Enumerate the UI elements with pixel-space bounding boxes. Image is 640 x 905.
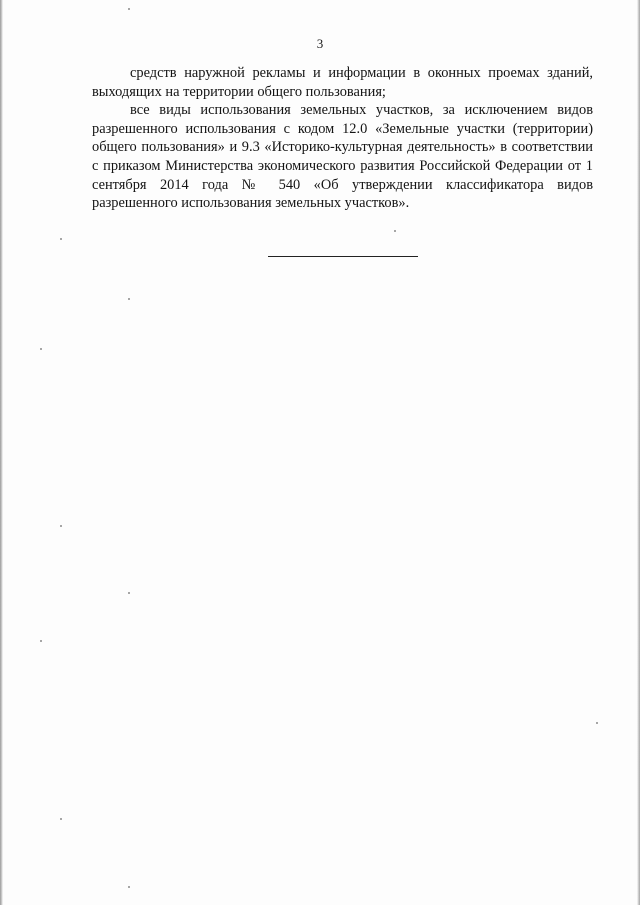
page-number: 3 — [316, 36, 324, 51]
scan-speck — [596, 722, 598, 724]
scan-speck — [40, 348, 42, 350]
paragraph-2: все виды использования земельных участков, за исключением видов разрешенного использования с кодом 12.0 «Земельные участки (территории) общего пользования» и 9.3 «Историко-культурная деятельность» в соответствии с приказом Министерства экономического развития Российской Федерации от 1 сентября 2014 года № 540 «Об утверждении классификатора видов разрешенного использования земельных участков». — [92, 102, 593, 212]
scan-speck — [394, 230, 396, 232]
scan-speck — [60, 238, 62, 240]
scan-speck — [128, 592, 130, 594]
paragraph-1: средств наружной рекламы и информации в оконных проемах зданий, выходящих на территории общего пользования; — [92, 65, 593, 100]
scan-speck — [128, 8, 130, 10]
scan-edge-left — [0, 0, 3, 905]
scan-speck — [128, 298, 130, 300]
scan-speck — [60, 818, 62, 820]
scan-speck — [128, 886, 130, 888]
scan-speck — [40, 640, 42, 642]
closing-rule — [268, 256, 418, 257]
scan-speck — [60, 525, 62, 527]
document-body — [92, 64, 593, 213]
